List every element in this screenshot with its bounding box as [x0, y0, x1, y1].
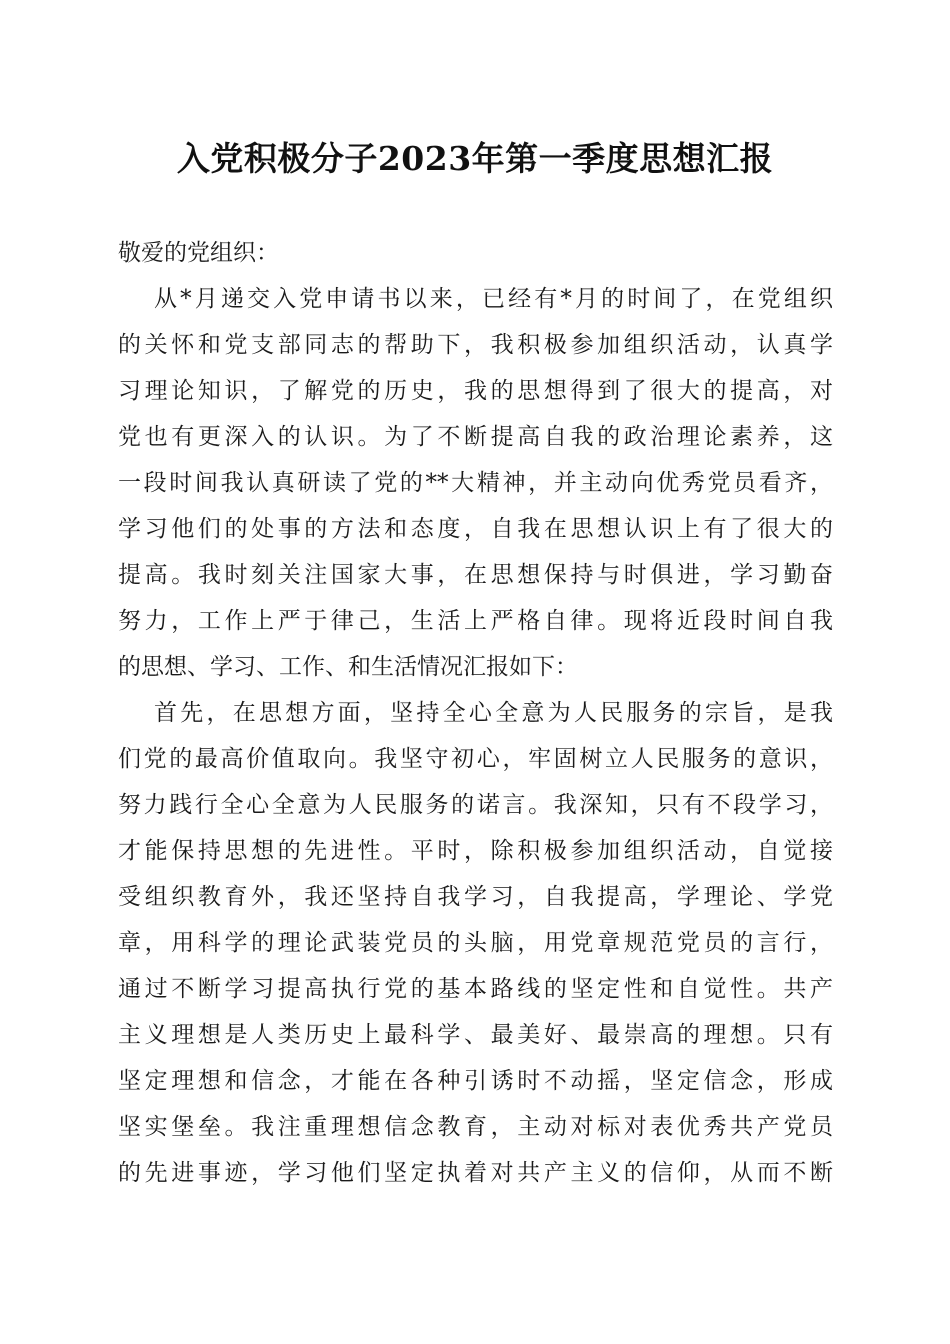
salutation: 敬爱的党组织：	[118, 240, 279, 266]
text-line: 努力，工作上严于律己，生活上严格自律。现将近段时间自我	[118, 608, 833, 634]
text-line: 通过不断学习提高执行党的基本路线的坚定性和自觉性。共产	[118, 976, 833, 1002]
text-line: 的先进事迹，学习他们坚定执着对共产主义的信仰，从而不断	[118, 1160, 833, 1186]
text-line: 坚定理想和信念，才能在各种引诱时不动摇，坚定信念，形成	[118, 1068, 833, 1094]
text-line: 学习他们的处事的方法和态度，自我在思想认识上有了很大的	[118, 516, 833, 542]
text-line: 的思想、学习、工作、和生活情况汇报如下：	[118, 654, 578, 680]
text-line: 努力践行全心全意为人民服务的诺言。我深知，只有不段学习，	[118, 792, 833, 818]
paragraph-1	[118, 276, 833, 690]
text-line: 们党的最高价值取向。我坚守初心，牢固树立人民服务的意识，	[118, 746, 833, 772]
text-line: 才能保持思想的先进性。平时，除积极参加组织活动，自觉接	[118, 838, 833, 864]
document-title: 入党积极分子2023年第一季度思想汇报	[176, 139, 774, 178]
text-line: 首先，在思想方面，坚持全心全意为人民服务的宗旨，是我	[154, 700, 833, 726]
document-body	[118, 230, 833, 1196]
text-line: 一段时间我认真研读了党的**大精神，并主动向优秀党员看齐，	[118, 470, 833, 496]
text-line: 党也有更深入的认识。为了不断提高自我的政治理论素养，这	[118, 424, 833, 450]
text-line: 习理论知识，了解党的历史，我的思想得到了很大的提高，对	[118, 378, 833, 404]
text-line: 受组织教育外，我还坚持自我学习，自我提高，学理论、学党	[118, 884, 833, 910]
text-line: 从*月递交入党申请书以来，已经有*月的时间了，在党组织	[154, 286, 833, 312]
paragraph-2	[118, 690, 833, 1196]
text-line: 主义理想是人类历史上最科学、最美好、最崇高的理想。只有	[118, 1022, 833, 1048]
text-line: 的关怀和党支部同志的帮助下，我积极参加组织活动，认真学	[118, 332, 833, 358]
text-line: 提高。我时刻关注国家大事，在思想保持与时俱进，学习勤奋	[118, 562, 833, 588]
text-line: 章，用科学的理论武装党员的头脑，用党章规范党员的言行，	[118, 930, 833, 956]
text-line: 坚实堡垒。我注重理想信念教育，主动对标对表优秀共产党员	[118, 1114, 833, 1140]
